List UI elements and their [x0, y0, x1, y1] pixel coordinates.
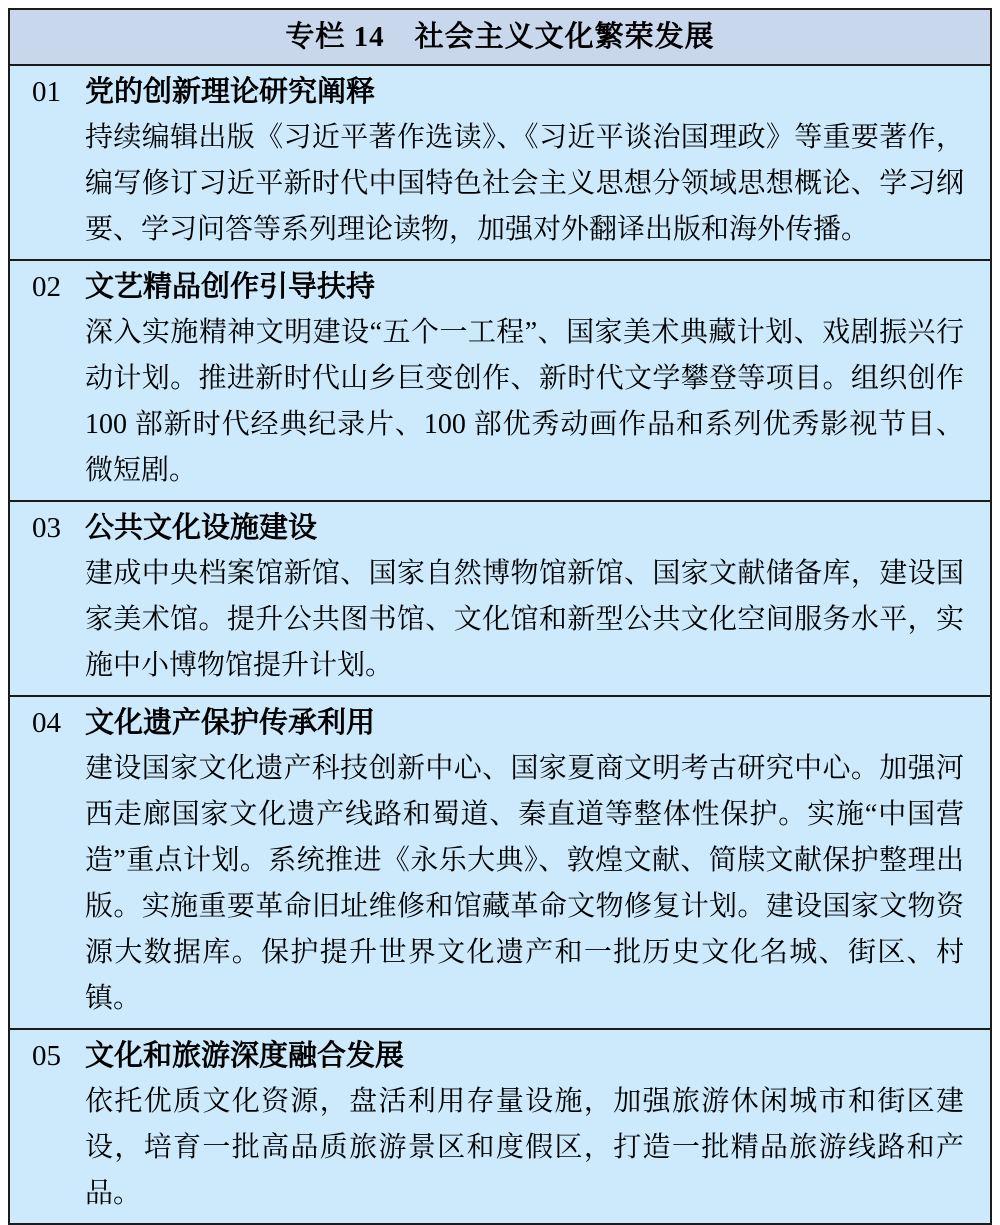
section-number: 05	[32, 1040, 61, 1072]
section-title-row	[32, 505, 964, 551]
section-body: 依托优质文化资源，盘活利用存量设施，加强旅游休闲城市和街区建设，培育一批高品质旅游景区和度假区，打造一批精品旅游线路和产品。	[85, 1086, 964, 1209]
section-body: 深入实施精神文明建设“五个一工程”、国家美术典藏计划、戏剧振兴行动计划。推进新时代山乡巨变创作、新时代文学攀登等项目。组织创作 100 部新时代经典纪录片、100 部优秀动画作品和系列优秀影视节目、微短剧。	[85, 317, 964, 486]
section-title-row	[32, 264, 964, 310]
section-title: 文艺精品创作引导扶持	[85, 271, 376, 303]
section-03	[10, 500, 990, 695]
section-title-row	[32, 69, 964, 115]
column-title: 专栏 14 社会主义文化繁荣发展	[10, 10, 990, 64]
section-number: 04	[32, 707, 61, 739]
section-01	[10, 64, 990, 259]
section-number: 02	[32, 271, 61, 303]
section-title: 公共文化设施建设	[85, 512, 318, 544]
section-title: 党的创新理论研究阐释	[85, 76, 376, 108]
section-04	[10, 695, 990, 1028]
section-body: 建设国家文化遗产科技创新中心、国家夏商文明考古研究中心。加强河西走廊国家文化遗产线路和蜀道、秦直道等整体性保护。实施“中国营造”重点计划。系统推进《永乐大典》、敦煌文献、简牍文献保护整理出版。实施重要革命旧址维修和馆藏革命文物修复计划。建设国家文物资源大数据库。保护提升世界文化遗产和一批历史文化名城、街区、村镇。	[85, 753, 964, 1014]
section-body: 建成中央档案馆新馆、国家自然博物馆新馆、国家文献储备库，建设国家美术馆。提升公共图书馆、文化馆和新型公共文化空间服务水平，实施中小博物馆提升计划。	[85, 558, 964, 681]
section-02	[10, 259, 990, 500]
section-title-row	[32, 1033, 964, 1079]
section-title: 文化遗产保护传承利用	[85, 707, 376, 739]
section-number: 03	[32, 512, 61, 544]
section-body: 持续编辑出版《习近平著作选读》、《习近平谈治国理政》等重要著作，编写修订习近平新时代中国特色社会主义思想分领域思想概论、学习纲要、学习问答等系列理论读物，加强对外翻译出版和海外传播。	[85, 122, 964, 245]
sections-container	[10, 64, 990, 1223]
column-box	[8, 8, 992, 1225]
section-05	[10, 1028, 990, 1223]
section-number: 01	[32, 76, 61, 108]
section-title: 文化和旅游深度融合发展	[85, 1040, 405, 1072]
section-title-row	[32, 700, 964, 746]
